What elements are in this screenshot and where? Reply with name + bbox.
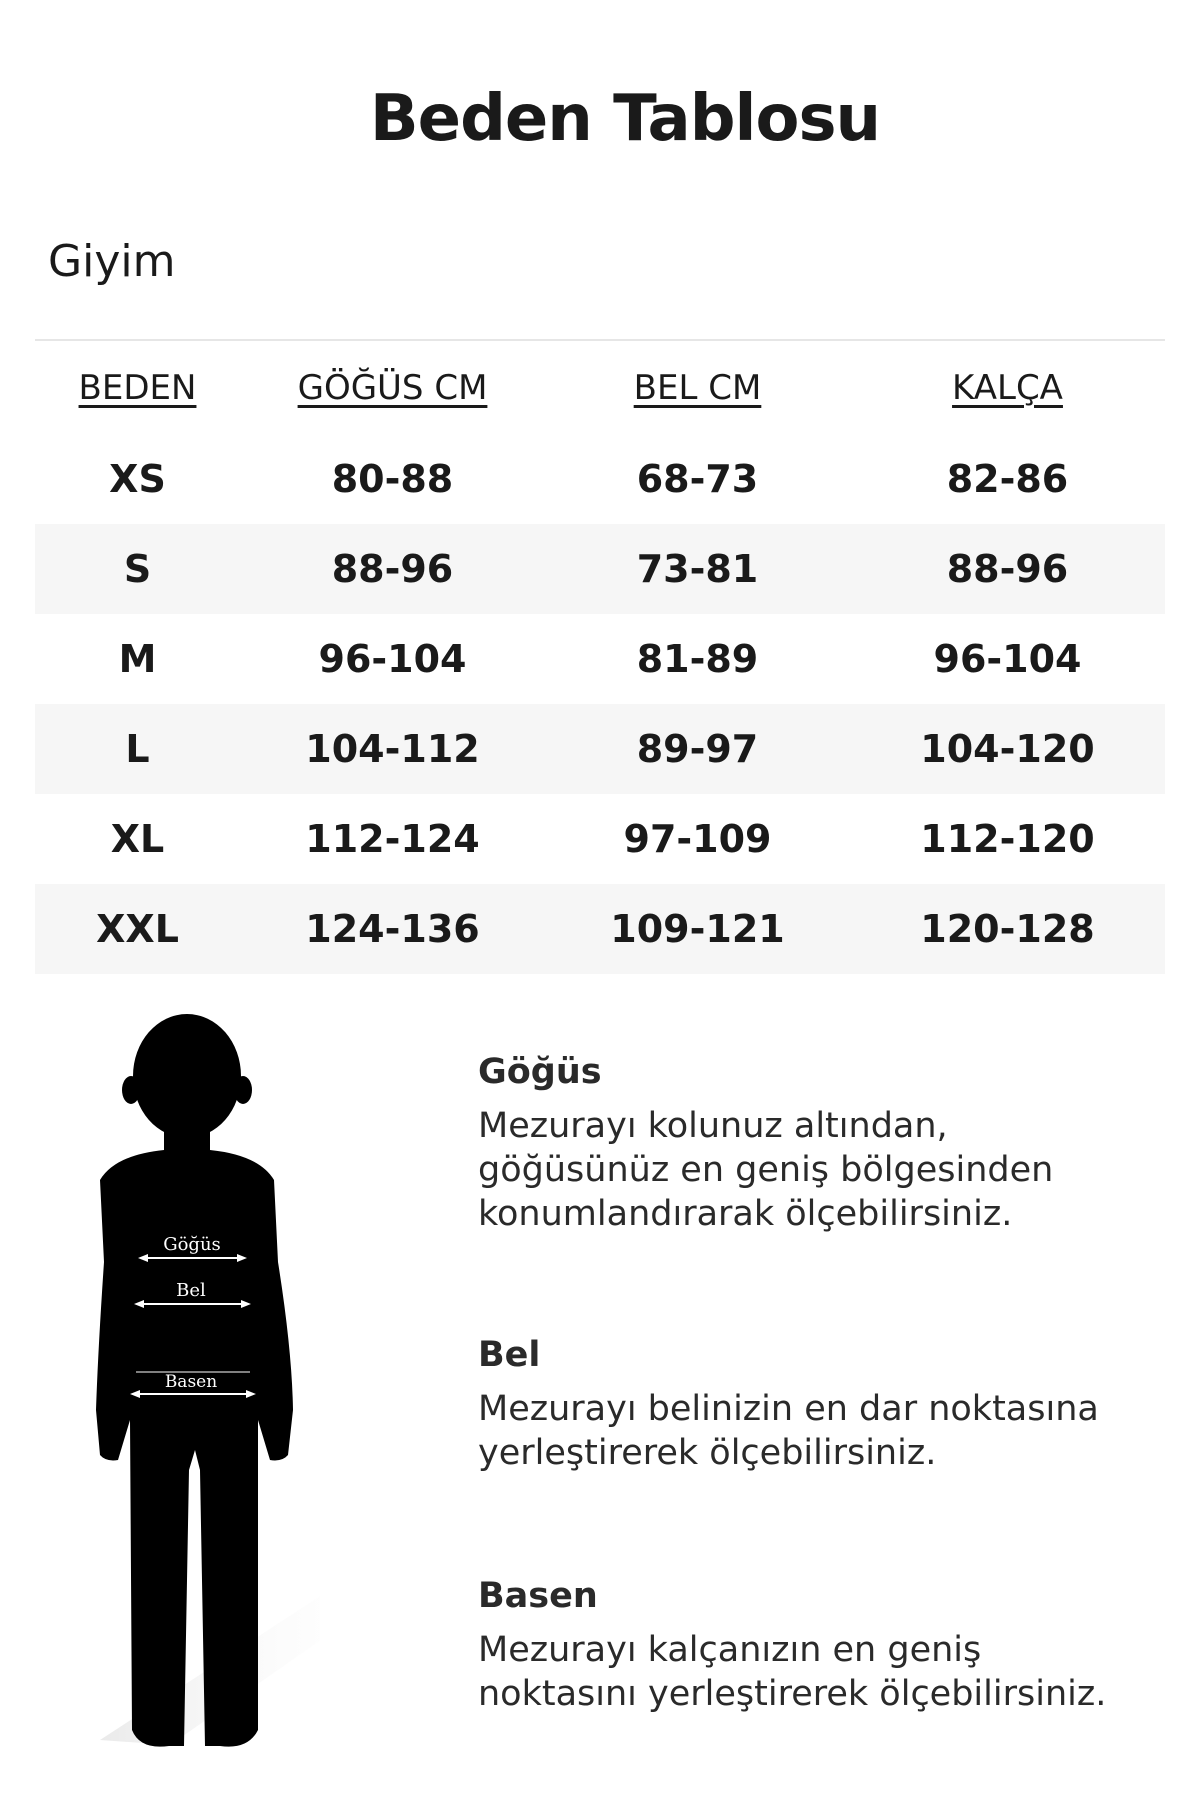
chest-measurement-info [478, 1052, 1178, 1236]
waist-cell: 97-109 [623, 817, 772, 861]
size-cell: L [35, 704, 240, 794]
size-table [35, 342, 1165, 974]
chest-description-line: konumlandırarak ölçebilirsiniz. [478, 1194, 1013, 1234]
waist-heading: Bel [478, 1335, 541, 1375]
figure-label-waist: Bel [176, 1280, 206, 1301]
size-cell: M [118, 637, 157, 681]
table-row [35, 524, 1165, 614]
header-kalca: KALÇA [952, 368, 1063, 408]
chest-cell: 112-124 [305, 817, 480, 861]
chest-cell: 88-96 [240, 524, 545, 614]
hip-measurement-info [478, 1576, 1178, 1716]
body-silhouette-icon [60, 1010, 320, 1755]
size-cell: XL [110, 817, 165, 861]
table-row [35, 704, 1165, 794]
hip-cell: 82-86 [946, 457, 1069, 501]
hip-cell: 120-128 [850, 884, 1165, 974]
waist-description [478, 1387, 1178, 1475]
hip-cell: 104-120 [850, 704, 1165, 794]
chest-description [478, 1104, 1178, 1236]
size-cell: XXL [35, 884, 240, 974]
size-cell: XS [109, 457, 166, 501]
waist-cell: 73-81 [545, 524, 850, 614]
table-row [35, 794, 1165, 884]
section-title: Giyim [48, 236, 176, 287]
figure-label-chest: Göğüs [163, 1234, 221, 1255]
chest-cell: 80-88 [331, 457, 454, 501]
waist-description-line: yerleştirerek ölçebilirsiniz. [478, 1433, 937, 1473]
chest-cell: 124-136 [240, 884, 545, 974]
table-header-row [35, 342, 1165, 434]
table-divider [35, 339, 1165, 341]
waist-measurement-info [478, 1335, 1178, 1475]
waist-cell: 109-121 [545, 884, 850, 974]
table-row [35, 884, 1165, 974]
header-gogus: GÖĞÜS CM [297, 368, 488, 408]
header-bel: BEL CM [633, 368, 762, 408]
size-cell: S [35, 524, 240, 614]
hip-description-line: noktasını yerleştirerek ölçebilirsiniz. [478, 1674, 1107, 1714]
table-row [35, 614, 1165, 704]
chest-cell: 104-112 [240, 704, 545, 794]
hip-description-line: Mezurayı kalçanızın en geniş [478, 1630, 982, 1670]
hip-description [478, 1628, 1178, 1716]
waist-cell: 89-97 [545, 704, 850, 794]
table-row [35, 434, 1165, 524]
hip-cell: 88-96 [850, 524, 1165, 614]
body-measurement-figure [60, 1010, 320, 1755]
figure-label-hip: Basen [164, 1372, 218, 1392]
waist-cell: 68-73 [636, 457, 759, 501]
chest-description-line: Mezurayı kolunuz altından, [478, 1106, 948, 1146]
waist-description-line: Mezurayı belinizin en dar noktasına [478, 1389, 1099, 1429]
hip-cell: 96-104 [933, 637, 1082, 681]
hip-heading: Basen [478, 1576, 598, 1616]
chest-description-line: göğüsünüz en geniş bölgesinden [478, 1150, 1054, 1190]
hip-cell: 112-120 [920, 817, 1095, 861]
page-title: Beden Tablosu [369, 82, 881, 156]
header-beden: BEDEN [78, 368, 197, 408]
chest-cell: 96-104 [318, 637, 467, 681]
chest-heading: Göğüs [478, 1052, 602, 1092]
waist-cell: 81-89 [636, 637, 759, 681]
